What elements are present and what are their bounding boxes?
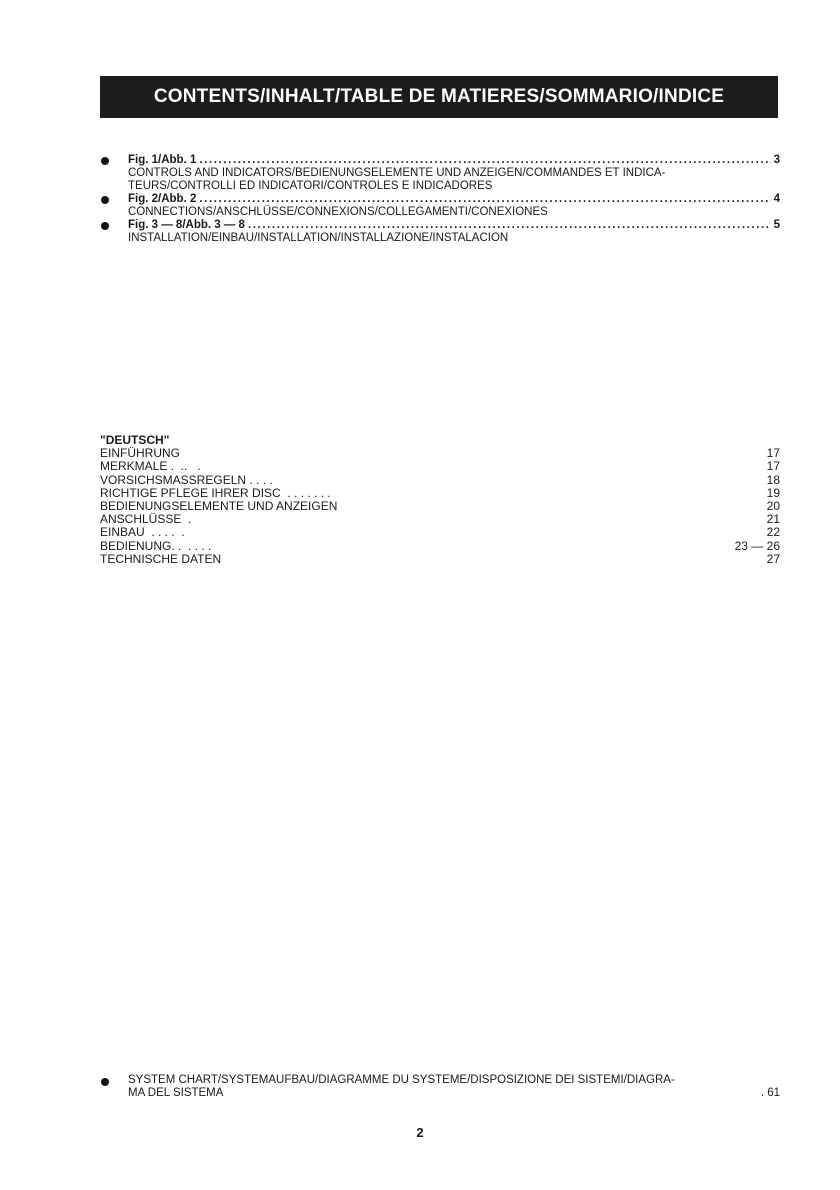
banner-title: CONTENTS/INHALT/TABLE DE MATIERES/SOMMARIO/INDICE: [153, 86, 725, 107]
toc-title: RICHTIGE PFLEGE IHRER DISC . . . . . . .: [100, 485, 331, 500]
figure-description: INSTALLATION/EINBAU/INSTALLATION/INSTALLAZIONE/INSTALACION: [128, 232, 509, 244]
figure-entry: [100, 154, 780, 193]
toc-title: ANSCHLÜSSE .: [100, 512, 192, 527]
toc-row: [100, 447, 780, 460]
system-chart-page: . 61: [760, 1087, 780, 1099]
system-chart-entry: [100, 1074, 780, 1100]
toc-page: 23 — 26: [734, 538, 780, 553]
toc-page: 17: [766, 446, 780, 461]
deutsch-toc: [100, 434, 780, 566]
leader-dots: [199, 154, 770, 167]
toc-row: [100, 500, 780, 513]
system-chart-line: MA DEL SISTEMA: [128, 1087, 224, 1099]
toc-page: 19: [766, 485, 780, 500]
figure-page: 4: [773, 193, 780, 205]
toc-row: [100, 526, 780, 539]
toc-page: 21: [766, 512, 780, 527]
toc-page: 20: [766, 499, 780, 514]
figure-label: Fig. 3 — 8/Abb. 3 — 8: [128, 219, 245, 231]
toc-title: TECHNISCHE DATEN: [100, 551, 222, 566]
figure-description: CONNECTIONS/ANSCHLÜSSE/CONNEXIONS/COLLEGAMENTI/CONEXIONES: [128, 206, 548, 218]
figure-entry: [100, 219, 780, 245]
leader-dots: [248, 219, 771, 232]
figure-label: Fig. 2/Abb. 2: [128, 193, 197, 205]
figure-line: [128, 219, 780, 232]
figure-description: CONTROLS AND INDICATORS/BEDIENUNGSELEMENTE UND ANZEIGEN/COMMANDES ET INDICA-: [128, 167, 666, 179]
toc-title: EINBAU . . . . .: [100, 525, 185, 540]
toc-page: 22: [766, 525, 780, 540]
figure-entry: [100, 193, 780, 219]
toc-title: BEDIENUNGSELEMENTE UND ANZEIGEN: [100, 499, 338, 514]
contents-banner: [100, 76, 778, 118]
toc-page: 18: [766, 472, 780, 487]
bullet-icon: [101, 157, 109, 165]
bullet-icon: [101, 1078, 109, 1086]
toc-title: EINFÜHRUNG: [100, 446, 180, 461]
toc-row: [100, 460, 780, 473]
page-number: 2: [416, 1125, 424, 1140]
toc-row: [100, 513, 780, 526]
toc-row: [100, 553, 780, 566]
bullet-icon: [101, 222, 109, 230]
figure-line: [128, 154, 780, 167]
toc-title: MERKMALE . .. .: [100, 459, 201, 474]
figure-label: Fig. 1/Abb. 1: [128, 154, 197, 166]
figure-page: 5: [773, 219, 780, 231]
toc-page: 27: [766, 551, 780, 566]
section-heading: "DEUTSCH": [100, 433, 170, 447]
figure-line: [128, 193, 780, 206]
system-chart-line: SYSTEM CHART/SYSTEMAUFBAU/DIAGRAMME DU SYSTEME/DISPOSIZIONE DEI SISTEMI/DIAGRA-: [128, 1074, 675, 1086]
toc-title: VORSICHSMASSREGELN . . . .: [100, 472, 273, 487]
toc-row: [100, 474, 780, 487]
bullet-icon: [101, 196, 109, 204]
figure-description: TEURS/CONTROLLI ED INDICATORI/CONTROLES E INDICADORES: [128, 180, 493, 192]
figure-page: 3: [773, 154, 780, 166]
figure-list: [100, 154, 780, 245]
toc-page: 17: [766, 459, 780, 474]
toc-row: [100, 540, 780, 553]
leader-dots: [199, 193, 770, 206]
toc-title: BEDIENUNG. . . . . .: [100, 538, 212, 553]
